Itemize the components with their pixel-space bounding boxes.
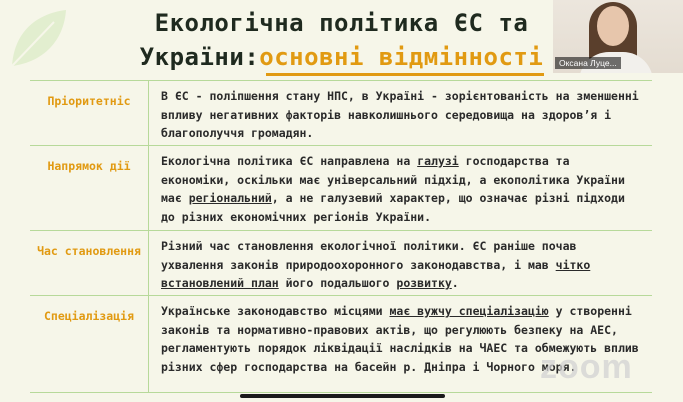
text-segment: його подальшого — [278, 276, 397, 290]
row-label: Час становлення — [30, 231, 149, 295]
participant-video-tile[interactable] — [553, 0, 683, 73]
text-segment: господарства та економіки, оскільки має універсальний підхід, а екополітика України має — [161, 154, 625, 205]
participant-name-tag: Оксана Луце... — [555, 57, 621, 69]
table-row — [30, 231, 652, 296]
text-segment: Українське законодавство місцями — [161, 304, 390, 318]
comparison-table — [30, 80, 652, 393]
text-segment: Різний час становлення екологічної політики. ЄС раніше почав ухвалення законів природоохоронного законодавства, і мав — [161, 239, 577, 272]
title-prefix: України: — [139, 43, 260, 71]
title-line1: Екологічна політика ЄС та — [154, 9, 529, 37]
text-segment: , а не галузевий характер, що означає різні підходи до різних економічних регіонів України. — [161, 191, 625, 224]
underlined-term: галузі — [417, 154, 459, 168]
row-label: Напрямок дії — [30, 146, 149, 230]
text-segment: . — [451, 276, 459, 290]
participant-face — [597, 6, 629, 46]
row-text — [149, 146, 652, 230]
underlined-term: регіональний — [188, 191, 272, 205]
row-label: Спеціалізація — [30, 296, 149, 392]
zoom-watermark: zoom — [540, 348, 633, 386]
table-row — [30, 146, 652, 231]
row-text: В ЄС - поліпшення стану НПС, в Україні - зорієнтованість на зменшенні впливу негативних факторів навколишнього середовища на здоров’я і благополуччя громадян. — [161, 89, 639, 140]
underlined-term: розвитку — [396, 276, 452, 290]
screen-share-bar[interactable] — [240, 394, 445, 398]
title-underline — [266, 73, 544, 76]
text-segment: у створенні законів та нормативно-правових актів, що регулюють безпеку на АЕС, регламентують порядок ліквідації наслідків на ЧАЕС та обмежують вплив різних сфер господарства на басейн р. Дніпра і Чорного моря. — [161, 304, 639, 374]
underlined-term: має вужчу спеціалізацію — [389, 304, 549, 318]
table-row — [30, 80, 652, 146]
title-accent: основні відмінності — [259, 43, 544, 71]
row-text — [149, 231, 652, 295]
row-label: Пріоритетніс — [30, 81, 149, 145]
text-segment: Екологічна політика ЄС направлена на — [161, 154, 418, 168]
underlined-term: чітко встановлений план — [161, 257, 591, 290]
